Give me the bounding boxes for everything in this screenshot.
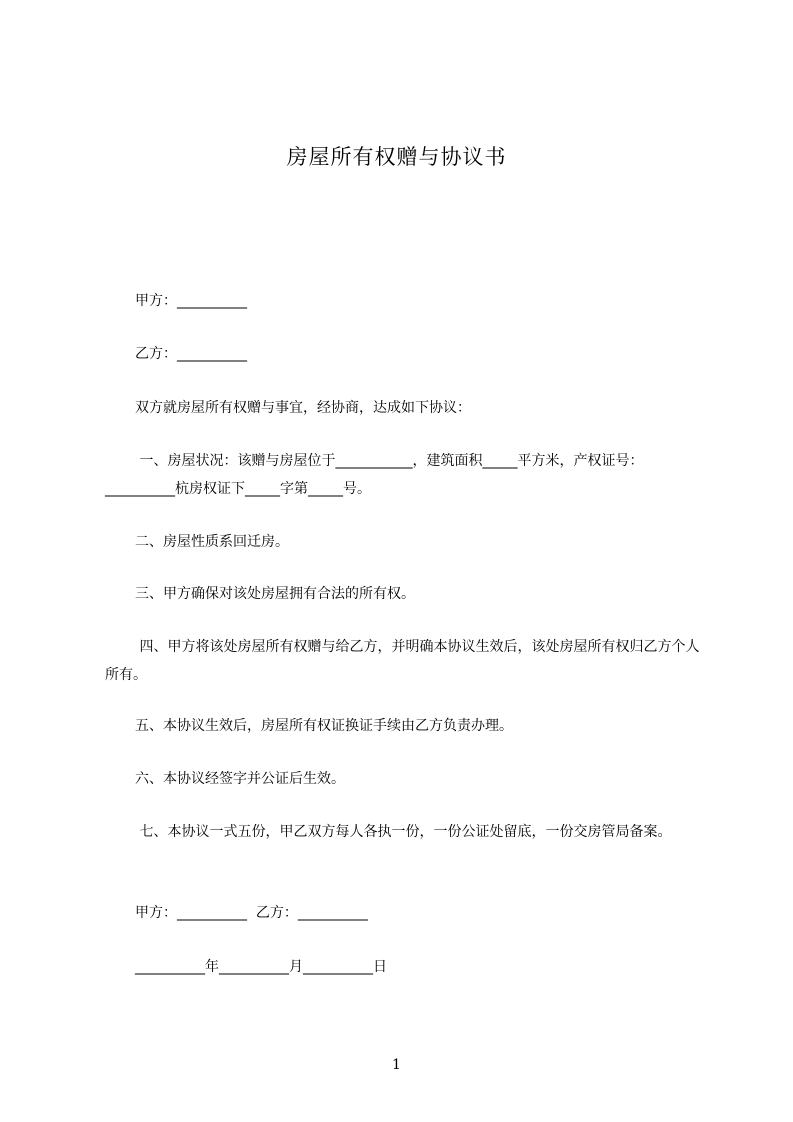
clause-3: 三、甲方确保对该处房屋拥有合法的所有权。 xyxy=(135,586,415,602)
clause-2: 二、房屋性质系回迁房。 xyxy=(135,534,289,550)
clause-7: 七、本协议一式五份，甲乙双方每人各执一份，一份公证处留底，一份交房管局备案。 xyxy=(135,824,672,840)
clause-6: 六、本协议经签字并公证后生效。 xyxy=(135,771,345,787)
page-number: 1 xyxy=(392,1057,401,1073)
clause-1: 一、房屋状况：该赠与房屋位于___________，建筑面积_____平方米，产权证号：__________杭房权证下_____字第_____号。 xyxy=(105,453,644,497)
date-line: __________年__________月__________日 xyxy=(135,959,387,975)
clause-4: 四、甲方将该处房屋所有权赠与给乙方，并明确本协议生效后，该处房屋所有权归乙方个人所有。 xyxy=(105,639,700,683)
party-a-line: 甲方：__________ xyxy=(135,293,247,309)
signature-line: 甲方：__________ 乙方：__________ xyxy=(135,905,368,921)
intro-paragraph: 双方就房屋所有权赠与事宜，经协商，达成如下协议： xyxy=(135,400,471,416)
party-b-line: 乙方：__________ xyxy=(135,346,247,362)
clause-5: 五、本协议生效后，房屋所有权证换证手续由乙方负责办理。 xyxy=(135,718,513,734)
document-title: 房屋所有权赠与协议书 xyxy=(286,145,507,169)
